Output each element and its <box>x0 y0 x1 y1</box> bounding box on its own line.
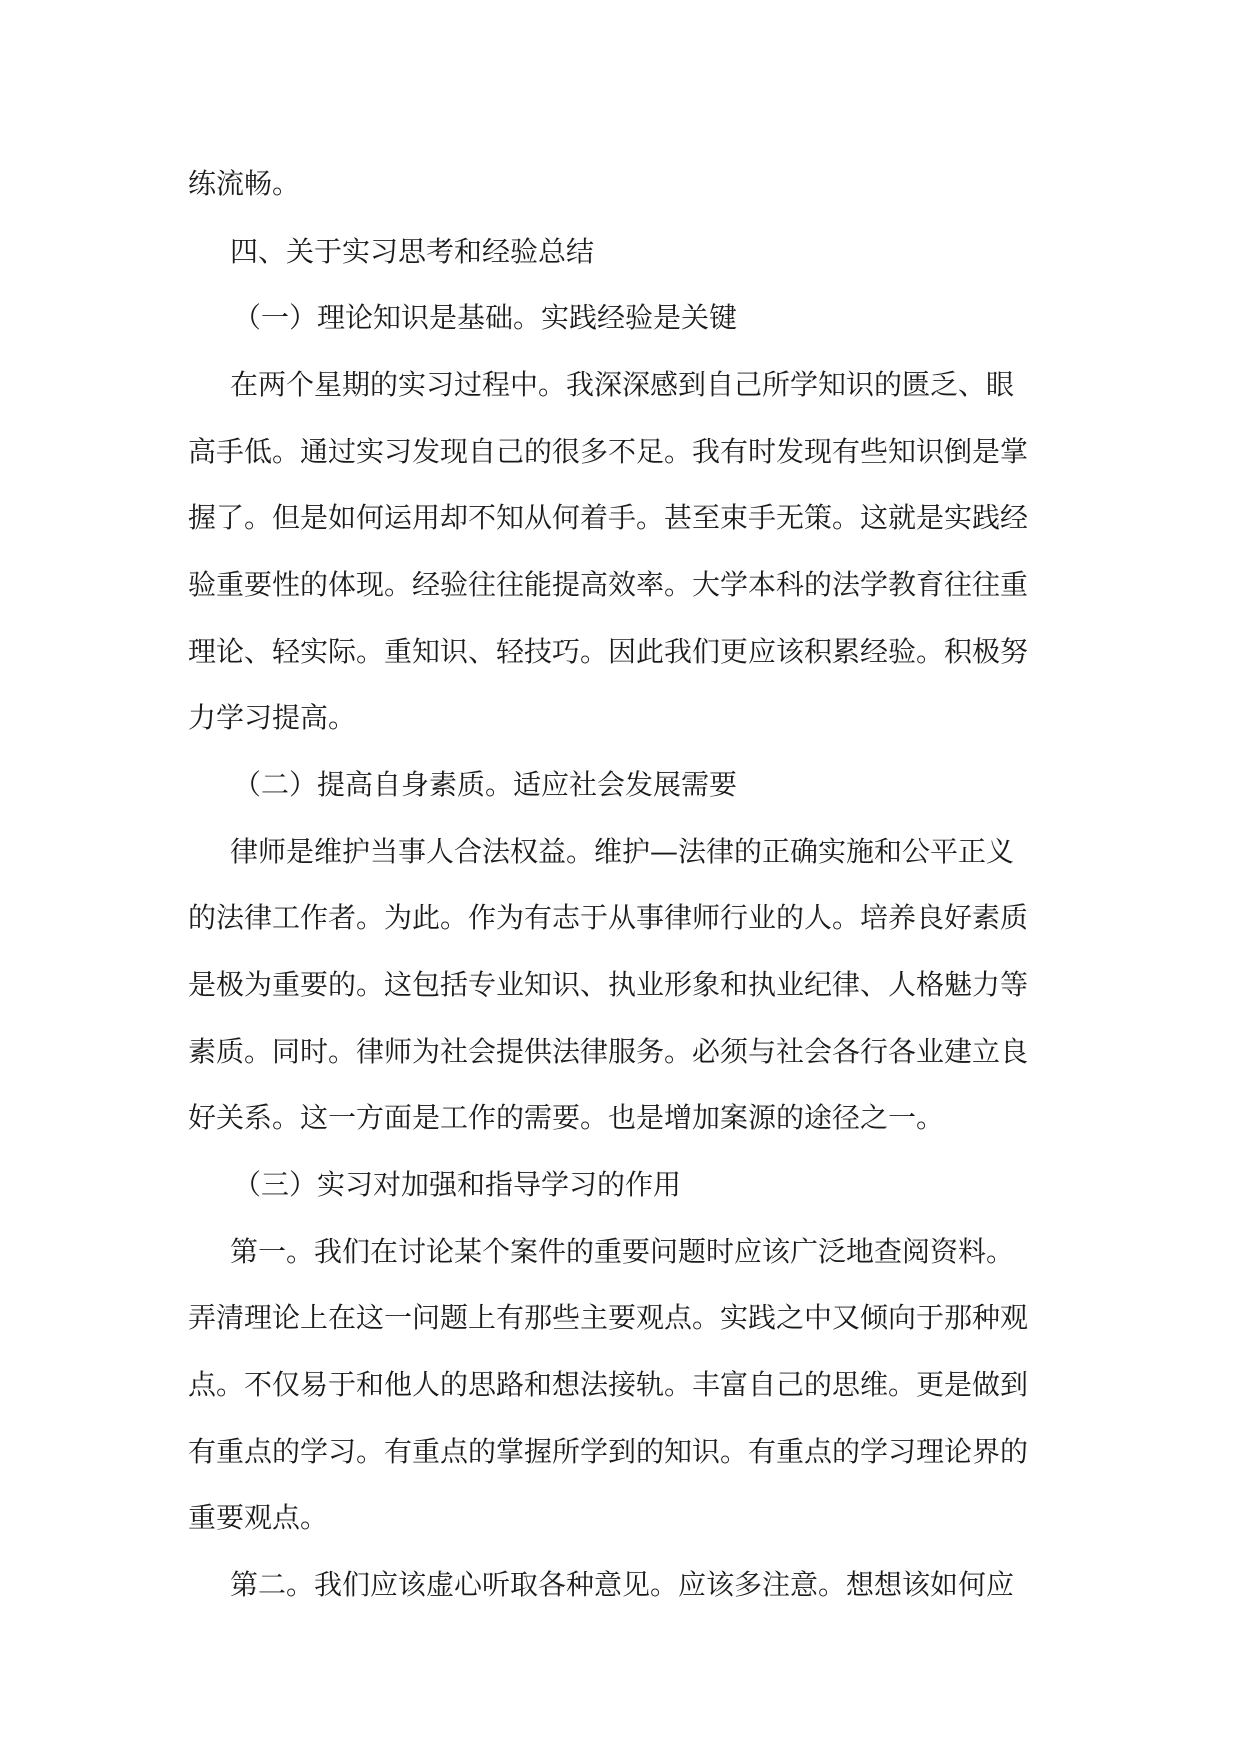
section-heading: 四、关于实习思考和经验总结 <box>230 235 595 268</box>
text-line: 第二。我们应该虚心听取各种意见。应该多注意。想想该如何应 <box>230 1568 1015 1601</box>
text-line: 练流畅。 <box>188 167 301 200</box>
text-line: 律师是维护当事人合法权益。维护—法律的正确实施和公平正义 <box>230 835 1015 868</box>
text-line: 的法律工作者。为此。作为有志于从事律师行业的人。培养良好素质 <box>188 901 1029 934</box>
text-line: 有重点的学习。有重点的掌握所学到的知识。有重点的学习理论界的 <box>188 1435 1029 1468</box>
text-line: 第一。我们在讨论某个案件的重要问题时应该广泛地查阅资料。 <box>230 1235 1015 1268</box>
subsection-heading: （三）实习对加强和指导学习的作用 <box>233 1168 682 1201</box>
text-line: 力学习提高。 <box>188 701 357 734</box>
text-line: 高手低。通过实习发现自己的很多不足。我有时发现有些知识倒是掌 <box>188 435 1029 468</box>
text-line: 重要观点。 <box>188 1501 329 1534</box>
text-line: 验重要性的体现。经验往往能提高效率。大学本科的法学教育往往重 <box>188 568 1029 601</box>
subsection-heading: （一）理论知识是基础。实践经验是关键 <box>233 301 738 334</box>
text-line: 在两个星期的实习过程中。我深深感到自己所学知识的匮乏、眼 <box>230 368 1015 401</box>
text-line: 好关系。这一方面是工作的需要。也是增加案源的途径之一。 <box>188 1101 945 1134</box>
text-line: 点。不仅易于和他人的思路和想法接轨。丰富自己的思维。更是做到 <box>188 1368 1029 1401</box>
text-line: 素质。同时。律师为社会提供法律服务。必须与社会各行各业建立良 <box>188 1035 1029 1068</box>
text-line: 理论、轻实际。重知识、轻技巧。因此我们更应该积累经验。积极努 <box>188 635 1029 668</box>
text-line: 握了。但是如何运用却不知从何着手。甚至束手无策。这就是实践经 <box>188 501 1029 534</box>
subsection-heading: （二）提高自身素质。适应社会发展需要 <box>233 768 738 801</box>
text-line: 是极为重要的。这包括专业知识、执业形象和执业纪律、人格魅力等 <box>188 968 1029 1001</box>
text-line: 弄清理论上在这一问题上有那些主要观点。实践之中又倾向于那种观 <box>188 1301 1029 1334</box>
